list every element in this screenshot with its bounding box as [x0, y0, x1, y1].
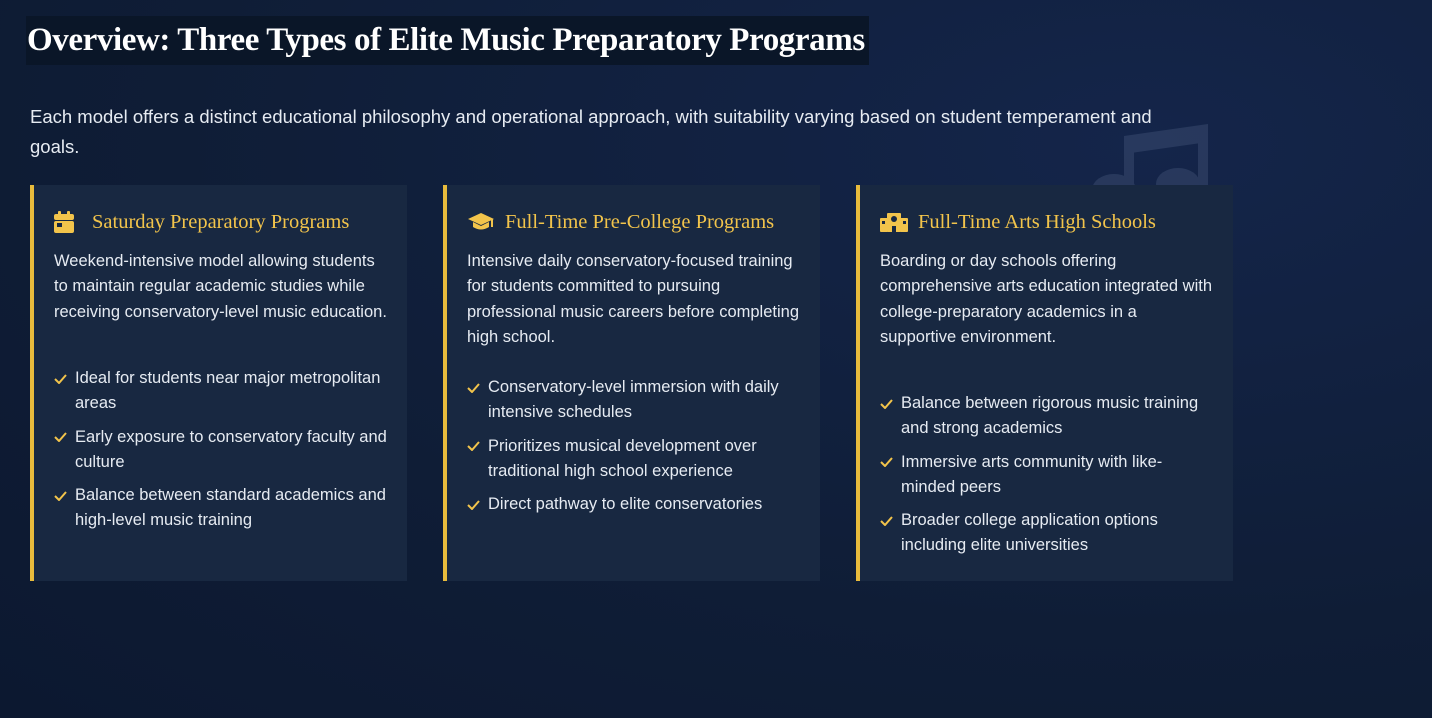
list-item — [467, 434, 800, 485]
checkmark-icon — [54, 366, 68, 391]
point-text: Immersive arts community with like-minded peers — [901, 452, 1163, 496]
list-item — [54, 483, 387, 534]
card-point-list — [54, 366, 387, 534]
card-title: Saturday Preparatory Programs — [92, 210, 350, 233]
checkmark-icon — [880, 450, 894, 475]
card-arts-high-schools — [856, 185, 1233, 581]
school-icon — [880, 210, 908, 234]
list-item — [880, 391, 1213, 442]
checkmark-icon — [880, 508, 894, 533]
card-header — [467, 207, 800, 237]
checkmark-icon — [467, 375, 481, 400]
point-text: Prioritizes musical development over traditional high school experience — [488, 436, 757, 480]
list-item — [467, 492, 800, 517]
card-description: Boarding or day schools offering comprehensive arts education integrated with college-preparatory academics in a supportive environment. — [880, 252, 1213, 346]
checkmark-icon — [54, 483, 68, 508]
card-pre-college-programs — [443, 185, 820, 581]
point-text: Direct pathway to elite conservatories — [488, 495, 763, 514]
point-text: Balance between standard academics and high-level music training — [75, 486, 386, 530]
card-title: Full-Time Pre-College Programs — [505, 210, 775, 233]
point-text: Ideal for students near major metropolitan areas — [75, 369, 381, 413]
card-title: Full-Time Arts High Schools — [918, 210, 1156, 233]
page-title: Overview: Three Types of Elite Music Preparatory Programs — [27, 22, 865, 58]
graduation-cap-icon — [467, 210, 495, 234]
point-text: Balance between rigorous music training and strong academics — [901, 394, 1199, 438]
card-point-list — [467, 375, 800, 517]
checkmark-icon — [467, 434, 481, 459]
point-text: Broader college application options including elite universities — [901, 511, 1158, 555]
card-header — [54, 207, 387, 237]
title-bar — [26, 16, 869, 65]
list-item — [880, 450, 1213, 501]
card-description: Weekend-intensive model allowing students to maintain regular academic studies while receiving conservatory-level music education. — [54, 252, 387, 321]
point-text: Conservatory-level immersion with daily intensive schedules — [488, 378, 779, 422]
list-item — [467, 375, 800, 426]
card-point-list — [880, 391, 1213, 559]
card-saturday-programs — [30, 185, 407, 581]
checkmark-icon — [54, 425, 68, 450]
point-text: Early exposure to conservatory faculty and culture — [75, 427, 387, 471]
list-item — [54, 366, 387, 417]
checkmark-icon — [880, 391, 894, 416]
list-item — [54, 425, 387, 476]
intro-text: Each model offers a distinct educational philosophy and operational approach, with suitability varying based on student temperament and goals. — [30, 106, 1152, 157]
card-description: Intensive daily conservatory-focused training for students committed to pursuing professional music careers before completing high school. — [467, 252, 799, 346]
checkmark-icon — [467, 492, 481, 517]
calendar-icon — [54, 210, 82, 234]
card-header — [880, 207, 1213, 237]
list-item — [880, 508, 1213, 559]
